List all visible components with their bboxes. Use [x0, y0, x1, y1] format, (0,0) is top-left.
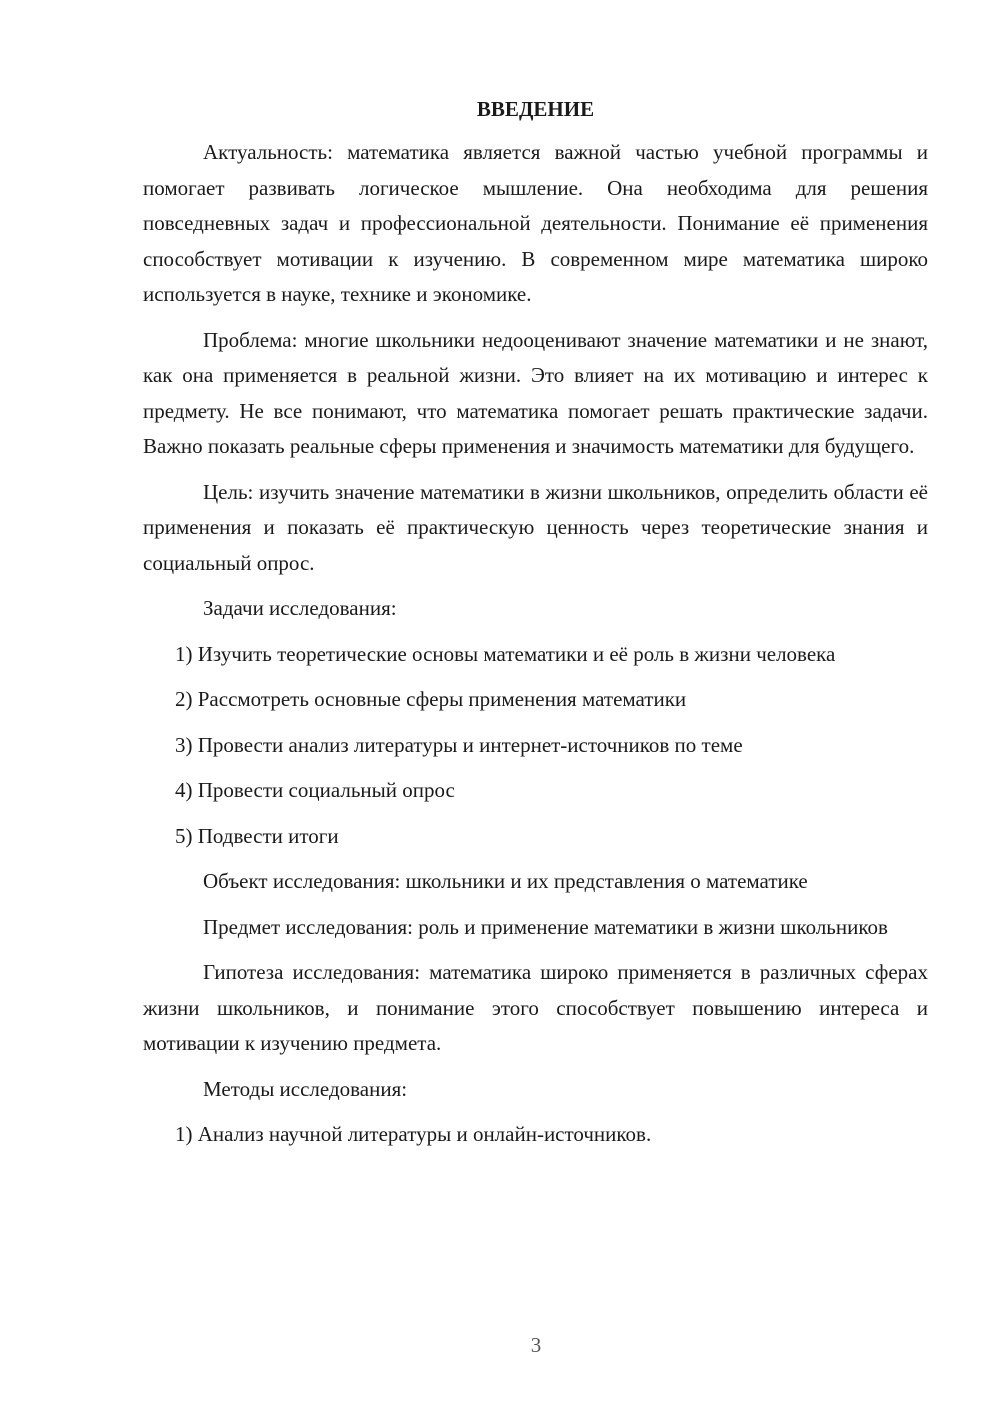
task-item-4: 4) Провести социальный опрос	[175, 778, 455, 802]
task-item-2: 2) Рассмотреть основные сферы применения математики	[175, 687, 687, 711]
page-number: 3	[530, 1333, 542, 1357]
paragraph-goal: Цель: изучить значение математики в жизни школьников, определить области её применения и показать её практическую ценность через теоретические знания и социальный опрос.	[143, 479, 928, 575]
task-item-5: 5) Подвести итоги	[175, 823, 339, 848]
paragraph-subject: Предмет исследования: роль и применение математики в жизни школьников	[203, 914, 888, 939]
task-item-1: 1) Изучить теоретические основы математики и её роль в жизни человека	[175, 641, 836, 666]
paragraph-object: Объект исследования: школьники и их представления о математике	[203, 869, 808, 893]
method-item-1: 1) Анализ научной литературы и онлайн-источников.	[175, 1122, 652, 1146]
paragraph-hypothesis: Гипотеза исследования: математика широко применяется в различных сферах жизни школьников, и понимание этого способствует повышению интереса и мотивации к изучению предмета.	[143, 960, 928, 1055]
methods-heading: Методы исследования:	[203, 1076, 408, 1101]
paragraph-problem: Проблема: многие школьники недооценивают значение математики и не знают, как она применяется в реальной жизни. Это влияет на их мотивацию и интерес к предмету. Не все понимают, что математика помогает решать практические задачи. Важно показать реальные сферы применения и значимость математики для будущего.	[143, 327, 928, 458]
document-title: ВВЕДЕНИЕ	[476, 97, 595, 121]
document-page	[143, 92, 928, 1163]
paragraph-relevance: Актуальность: математика является важной частью учебной программы и помогает развивать логическое мышление. Она необходима для решения повседневных задач и профессиональной деятельности. Понимание её применения способствует мотивации к изучению. В современном мире математика широко используется в науке, технике и экономике.	[143, 140, 928, 306]
task-item-3: 3) Провести анализ литературы и интернет-источников по теме	[175, 732, 743, 757]
tasks-heading: Задачи исследования:	[203, 596, 397, 620]
